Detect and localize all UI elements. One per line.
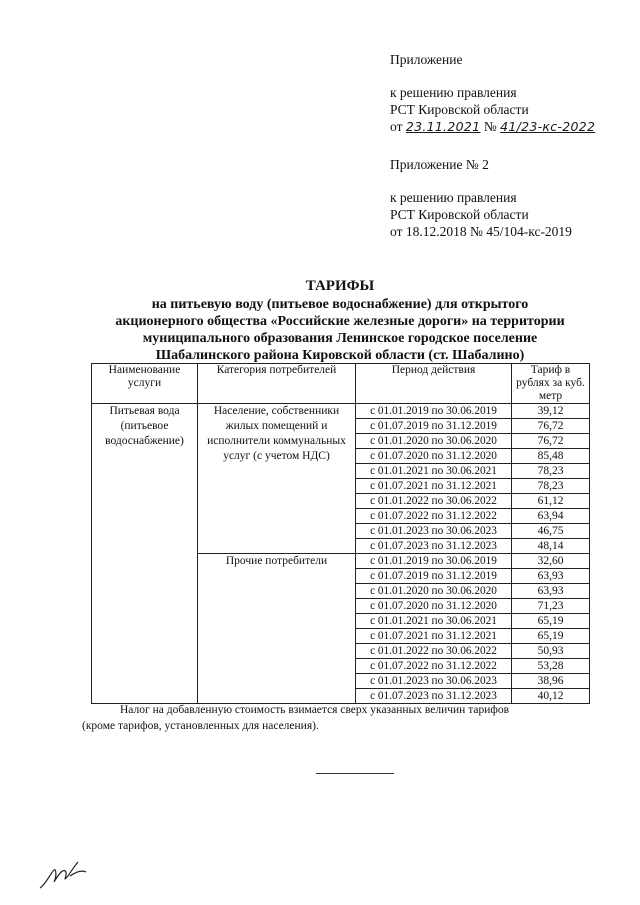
title-line-1: на питьевую воду (питьевое водоснабжение) для открытого (151, 297, 529, 312)
category-cell: Население, собственники жилых помещений и исполнители коммунальных услуг (с учетом НДС) (198, 404, 356, 554)
period-cell: с 01.07.2022 по 31.12.2022 (356, 509, 512, 524)
period-cell: с 01.01.2020 по 30.06.2020 (356, 584, 512, 599)
tariff-cell: 78,23 (512, 464, 590, 479)
period-cell: с 01.01.2019 по 30.06.2019 (356, 554, 512, 569)
appendix-label: Приложение (390, 52, 463, 67)
period-cell: с 01.01.2021 по 30.06.2021 (356, 614, 512, 629)
title-line-2: акционерного общества «Российские железные дороги» на территории (115, 314, 565, 329)
agency-line: РСТ Кировской области (390, 102, 529, 117)
tariff-cell: 39,12 (512, 404, 590, 419)
period-cell: с 01.07.2023 по 31.12.2023 (356, 539, 512, 554)
signature-mark (36, 858, 92, 892)
period-cell: с 01.07.2019 по 31.12.2019 (356, 569, 512, 584)
tariff-cell: 53,28 (512, 659, 590, 674)
table-header-row (92, 364, 590, 404)
tariff-cell: 61,12 (512, 494, 590, 509)
decision2-line: к решению правления (390, 190, 517, 205)
from-prefix: от (390, 119, 403, 134)
period-cell: с 01.07.2019 по 31.12.2019 (356, 419, 512, 434)
tariff-cell: 32,60 (512, 554, 590, 569)
agency2-line: РСТ Кировской области (390, 207, 529, 222)
period-cell: с 01.07.2021 по 31.12.2021 (356, 479, 512, 494)
service-cell: Питьевая вода (питьевое водоснабжение) (92, 404, 198, 704)
period-cell: с 01.07.2022 по 31.12.2022 (356, 659, 512, 674)
tariff-cell: 65,19 (512, 614, 590, 629)
tariff-cell: 46,75 (512, 524, 590, 539)
tariff-cell: 48,14 (512, 539, 590, 554)
period-cell: с 01.01.2022 по 30.06.2022 (356, 494, 512, 509)
closing-divider (316, 773, 394, 774)
tariff-cell: 71,23 (512, 599, 590, 614)
handwritten-number: 41/23-кс-2022 (500, 119, 596, 134)
vat-note-line-1: Налог на добавленную стоимость взимается сверх указанных величин тарифов (120, 704, 509, 716)
decision-ref-line (390, 118, 595, 135)
tariff-cell: 76,72 (512, 434, 590, 449)
tariff-cell: 40,12 (512, 689, 590, 704)
header-service: Наименование услуги (92, 364, 198, 404)
title-line-3: муниципального образования Ленинское городское поселение (142, 331, 538, 346)
tariff-table (91, 363, 590, 704)
period-cell: с 01.01.2020 по 30.06.2020 (356, 434, 512, 449)
period-cell: с 01.07.2021 по 31.12.2021 (356, 629, 512, 644)
period-cell: с 01.01.2023 по 30.06.2023 (356, 674, 512, 689)
table-body (92, 404, 590, 704)
period-cell: с 01.01.2023 по 30.06.2023 (356, 524, 512, 539)
period-cell: с 01.07.2023 по 31.12.2023 (356, 689, 512, 704)
category-cell: Прочие потребители (198, 554, 356, 704)
header-period: Период действия (356, 364, 512, 404)
number-prefix: № (483, 119, 497, 134)
page-title: ТАРИФЫ (305, 278, 375, 294)
period-cell: с 01.07.2020 по 31.12.2020 (356, 449, 512, 464)
header-category: Категория потребителей (198, 364, 356, 404)
tariff-cell: 50,93 (512, 644, 590, 659)
period-cell: с 01.01.2021 по 30.06.2021 (356, 464, 512, 479)
tariff-cell: 38,96 (512, 674, 590, 689)
tariff-cell: 63,94 (512, 509, 590, 524)
appendix2-label: Приложение № 2 (390, 157, 489, 172)
title-line-4: Шабалинского района Кировской области (ст. Шабалино) (155, 348, 525, 363)
period-cell: с 01.01.2019 по 30.06.2019 (356, 404, 512, 419)
tariff-cell: 78,23 (512, 479, 590, 494)
period-cell: с 01.01.2022 по 30.06.2022 (356, 644, 512, 659)
tariff-cell: 85,48 (512, 449, 590, 464)
period-cell: с 01.07.2020 по 31.12.2020 (356, 599, 512, 614)
header-tariff: Тариф в рублях за куб. метр (512, 364, 590, 404)
handwritten-date: 23.11.2021 (405, 119, 481, 134)
decision2-ref: от 18.12.2018 № 45/104-кс-2019 (390, 224, 572, 239)
tariff-cell: 76,72 (512, 419, 590, 434)
tariff-cell: 63,93 (512, 584, 590, 599)
tariff-cell: 65,19 (512, 629, 590, 644)
tariff-cell: 63,93 (512, 569, 590, 584)
vat-note-line-2: (кроме тарифов, установленных для населения). (82, 720, 319, 732)
table-row (92, 404, 590, 419)
decision-line: к решению правления (390, 85, 517, 100)
